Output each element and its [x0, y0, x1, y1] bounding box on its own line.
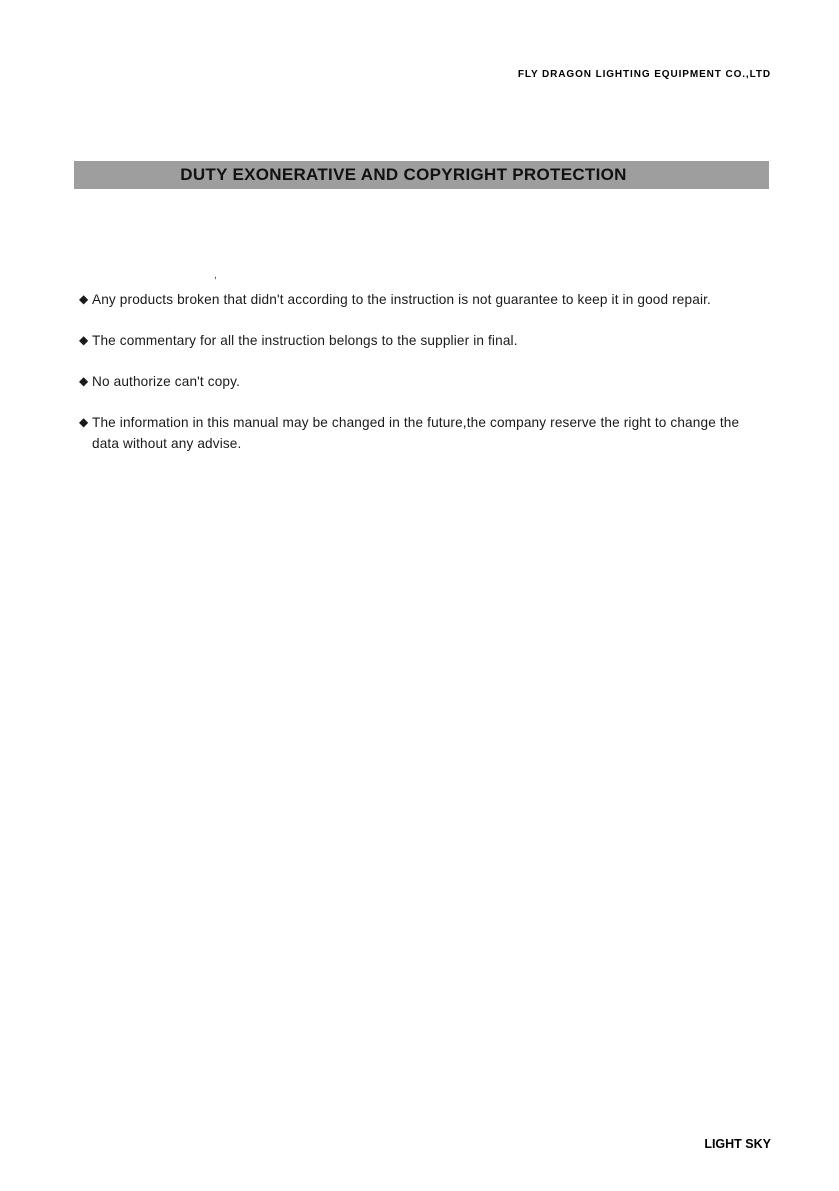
- diamond-bullet-icon: ◆: [79, 374, 89, 388]
- diamond-bullet-icon: ◆: [79, 333, 89, 347]
- list-item-text: The commentary for all the instruction belongs to the supplier in final.: [92, 333, 518, 348]
- list-item: [79, 371, 769, 392]
- section-title-bar: [74, 161, 769, 189]
- footer-brand: LIGHT SKY: [704, 1137, 771, 1151]
- list-item-text: No authorize can't copy.: [92, 374, 240, 389]
- diamond-bullet-icon: ◆: [79, 415, 89, 429]
- section-title: DUTY EXONERATIVE AND COPYRIGHT PROTECTION: [180, 165, 627, 184]
- list-item-text: The information in this manual may be changed in the future,the company reserve the right to change the data without any advise.: [92, 415, 740, 451]
- diamond-bullet-icon: ◆: [79, 292, 89, 306]
- disclaimer-list: [79, 289, 769, 474]
- list-item-text: Any products broken that didn't according to the instruction is not guarantee to keep it in good repair.: [92, 292, 711, 307]
- list-item: [79, 289, 769, 310]
- list-item: [79, 330, 769, 351]
- stray-mark: ,: [214, 270, 217, 281]
- company-name-header: FLY DRAGON LIGHTING EQUIPMENT CO.,LTD: [517, 69, 771, 80]
- list-item: [79, 412, 769, 454]
